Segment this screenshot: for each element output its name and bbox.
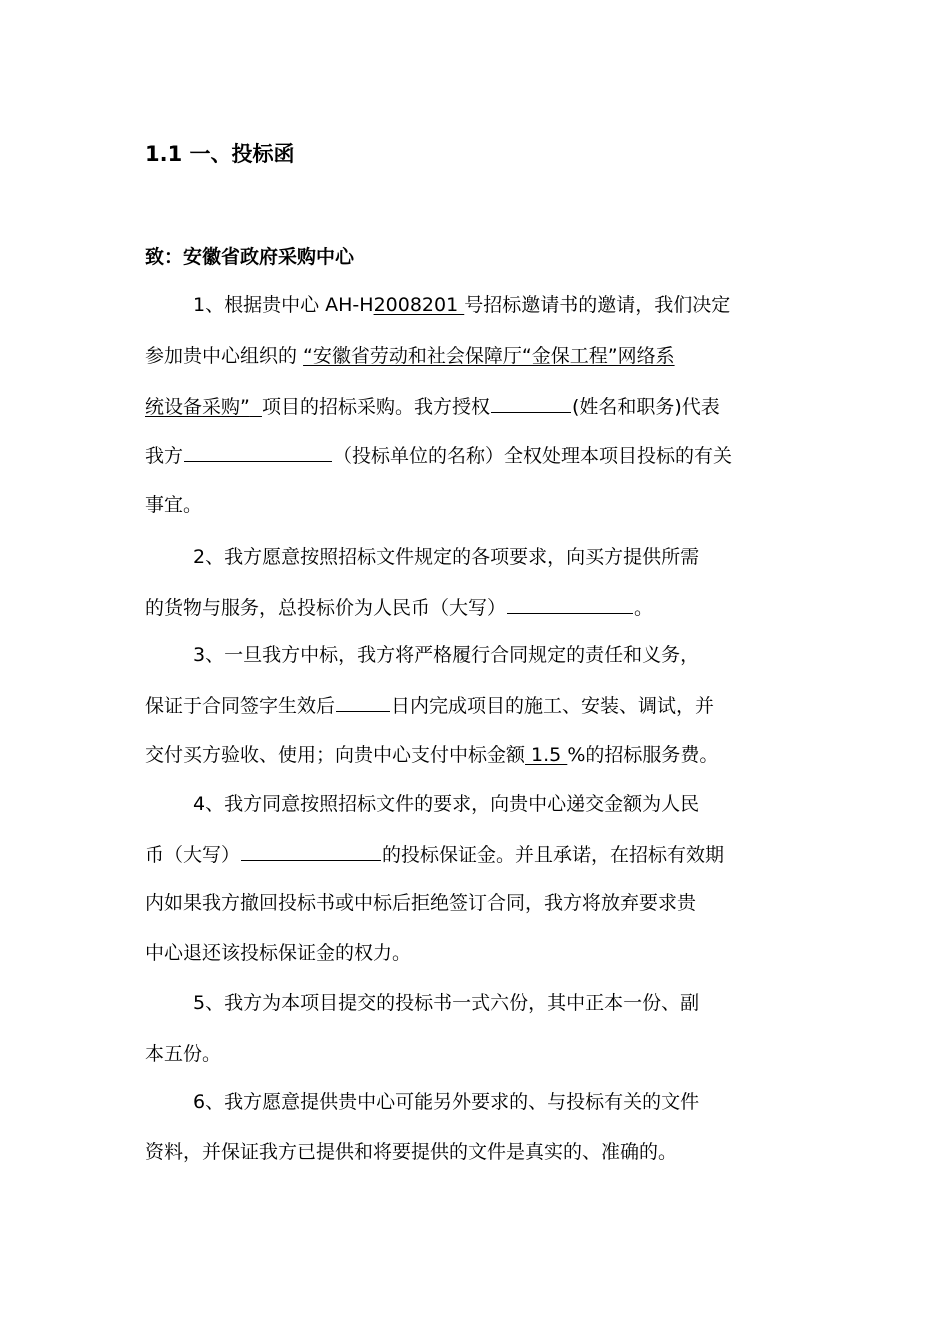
para5-line1: 5、我方为本项目提交的投标书一式六份，其中正本一份、副 xyxy=(193,992,700,1014)
authorized-person-blank xyxy=(491,392,571,413)
bid-bond-blank xyxy=(241,840,381,861)
para3-line1: 3、一旦我方中标，我方将严格履行合同规定的责任和义务， xyxy=(193,644,700,666)
para3-line2: 保证于合同签字生效后 日内完成项目的施工、安装、调试，并 xyxy=(145,691,714,720)
para1-line2: 参加贵中心组织的 “安徽省劳动和社会保障厅“金保工程”网络系 xyxy=(145,345,675,367)
section-heading: 1.1 一、投标函 xyxy=(145,142,295,166)
para6-line1: 6、我方愿意提供贵中心可能另外要求的、与投标有关的文件 xyxy=(193,1091,700,1113)
total-price-blank xyxy=(507,593,633,614)
para4-line3: 内如果我方撤回投标书或中标后拒绝签订合同，我方将放弃要求贵 xyxy=(145,892,697,914)
para1-line1: 1、根据贵中心 AH-H2008201 号招标邀请书的邀请，我们决定 xyxy=(193,294,731,316)
bidder-name-blank xyxy=(184,441,332,462)
para5-line2: 本五份。 xyxy=(145,1043,222,1065)
para1-line3: 统设备采购” 项目的招标采购。我方授权 (姓名和职务)代表 xyxy=(145,392,720,421)
completion-days-blank xyxy=(336,691,390,712)
para1-line4: 我方 （投标单位的名称）全权处理本项目投标的有关 xyxy=(145,441,732,470)
para4-line4: 中心退还该投标保证金的权力。 xyxy=(145,942,412,964)
para6-line2: 资料，并保证我方已提供和将要提供的文件是真实的、准确的。 xyxy=(145,1141,678,1163)
para3-line3: 交付买方验收、使用；向贵中心支付中标金额 1.5 %的招标服务费。 xyxy=(145,744,719,766)
project-name-part1: “安徽省劳动和社会保障厅“金保工程”网络系 xyxy=(303,345,675,367)
invitation-number: 2008201 xyxy=(373,294,465,316)
para1-line5: 事宜。 xyxy=(145,494,203,516)
para4-line1: 4、我方同意按照招标文件的要求，向贵中心递交金额为人民 xyxy=(193,793,700,815)
addressee-line: 致：安徽省政府采购中心 xyxy=(145,246,355,268)
para4-line2: 币（大写） 的投标保证金。并且承诺，在招标有效期 xyxy=(145,840,724,869)
project-name-part2: 统设备采购” xyxy=(145,396,250,418)
para2-line2: 的货物与服务，总投标价为人民币（大写） 。 xyxy=(145,593,653,622)
service-fee-rate: 1.5 xyxy=(525,744,568,766)
para2-line1: 2、我方愿意按照招标文件规定的各项要求，向买方提供所需 xyxy=(193,546,700,568)
